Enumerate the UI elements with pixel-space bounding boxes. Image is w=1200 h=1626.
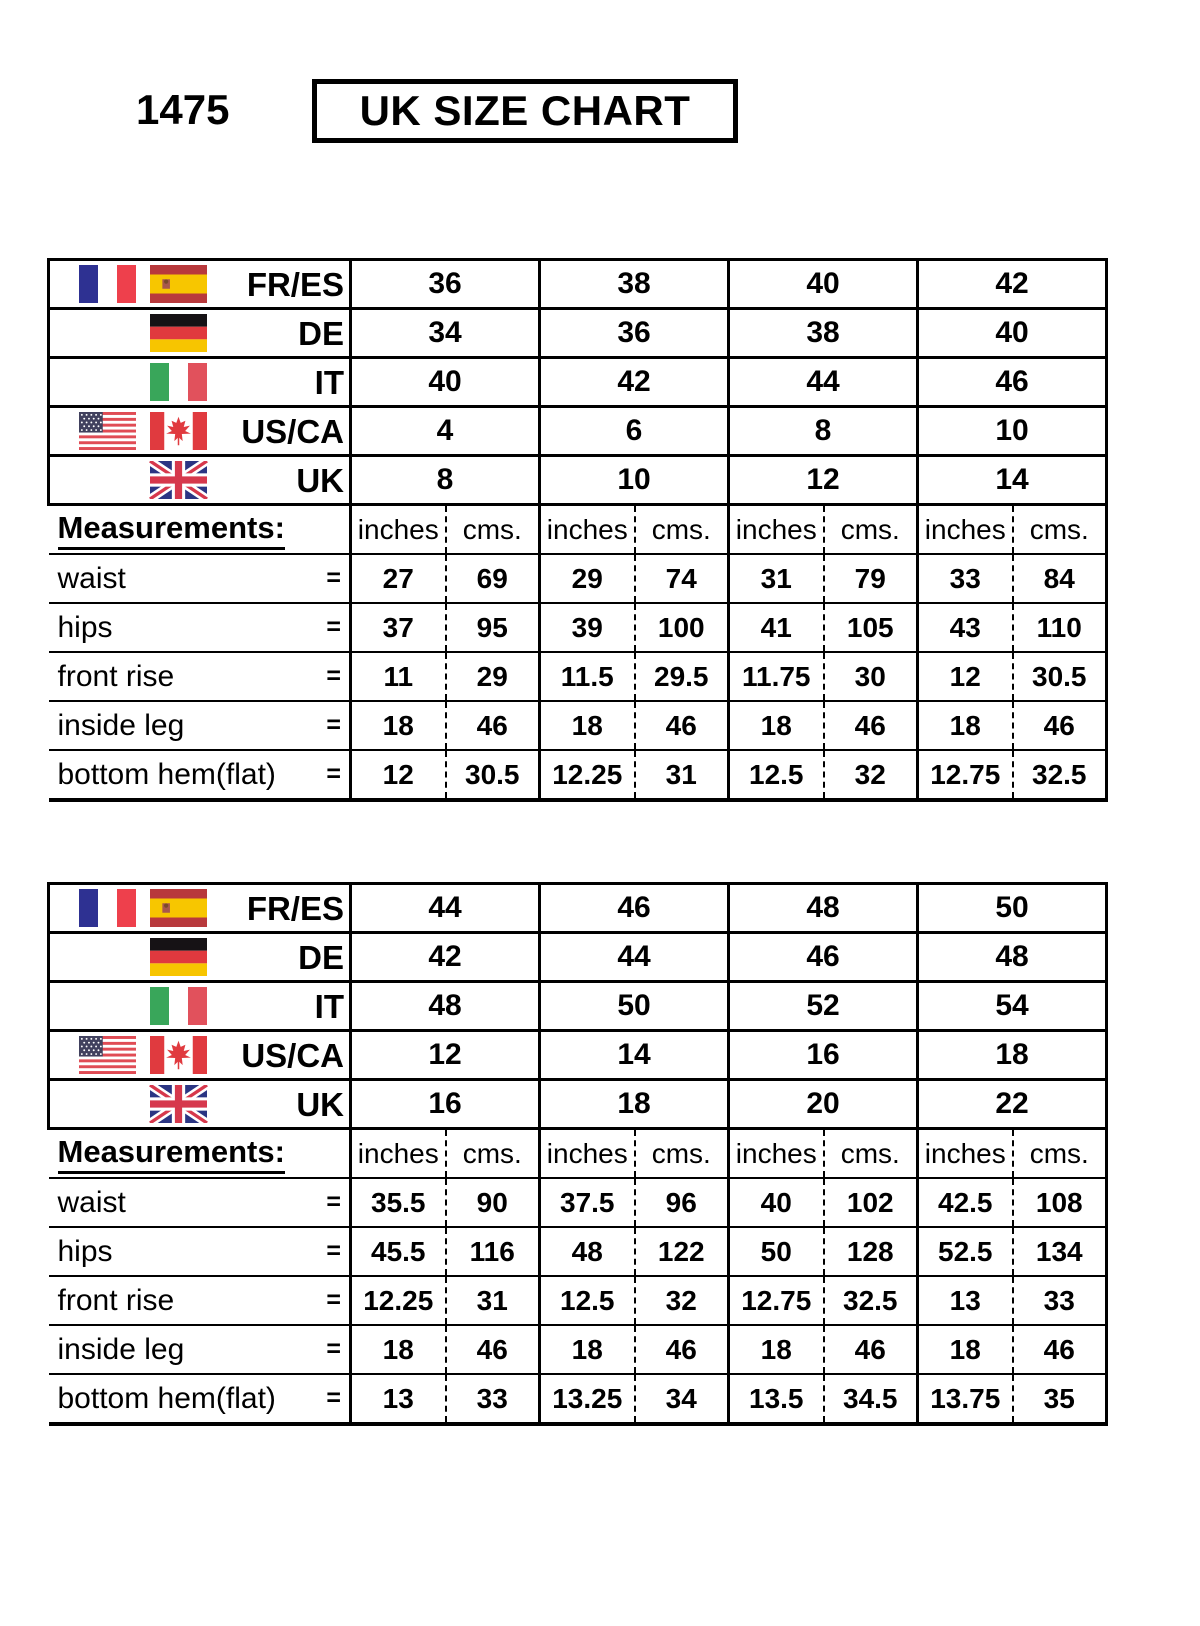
uk-size-chart-table-2	[47, 882, 1108, 1426]
measurement-value-cell: 12.75	[729, 1276, 824, 1325]
measurement-name: waist	[57, 1185, 126, 1219]
measurement-value-cell: 52.5	[918, 1227, 1013, 1276]
canada-flag-icon	[148, 1036, 209, 1074]
measurement-value-cell: 84	[1013, 554, 1107, 603]
measurement-value-cell: 18	[351, 1325, 446, 1374]
size-value-cell: 48	[918, 933, 1107, 982]
unit-header-cms: cms.	[446, 505, 540, 555]
size-value-cell: 42	[540, 358, 729, 407]
region-label-cell	[49, 407, 351, 456]
unit-header-inches: inches	[729, 505, 824, 555]
measurement-value-cell: 13.75	[918, 1374, 1013, 1424]
region-label-cell	[49, 982, 351, 1031]
measurement-label-cell	[49, 554, 351, 603]
measurement-name: inside leg	[57, 708, 185, 742]
size-row-it	[49, 982, 1107, 1031]
france-flag-icon	[77, 889, 138, 927]
region-label-cell	[49, 309, 351, 358]
measurement-label-cell	[49, 1276, 351, 1325]
measurement-name: inside leg	[57, 1332, 185, 1366]
size-value-cell: 40	[729, 260, 918, 309]
measurement-value-cell: 12.25	[351, 1276, 446, 1325]
size-value-cell: 36	[540, 309, 729, 358]
unit-header-inches: inches	[540, 1129, 635, 1179]
equals-sign: =	[326, 711, 341, 739]
measurement-value-cell: 30.5	[446, 750, 540, 800]
size-value-cell: 40	[918, 309, 1107, 358]
region-code: FR/ES	[246, 889, 344, 927]
equals-sign: =	[326, 613, 341, 641]
size-row-us-ca	[49, 407, 1107, 456]
measurement-value-cell: 18	[729, 701, 824, 750]
size-value-cell: 14	[540, 1031, 729, 1080]
measurement-name: hips	[57, 1234, 113, 1268]
measurement-value-cell: 30	[824, 652, 918, 701]
measurement-label-cell	[49, 1374, 351, 1424]
measurement-value-cell: 105	[824, 603, 918, 652]
measurement-value-cell: 46	[1013, 1325, 1107, 1374]
region-label-cell	[49, 1031, 351, 1080]
region-code: US/CA	[241, 412, 344, 450]
size-value-cell: 44	[540, 933, 729, 982]
measurements-header-row	[49, 505, 1107, 555]
measurement-row-waist	[49, 1178, 1107, 1227]
measurement-value-cell: 18	[540, 1325, 635, 1374]
size-value-cell: 36	[351, 260, 540, 309]
measurement-value-cell: 13	[351, 1374, 446, 1424]
measurements-heading-cell	[49, 1129, 351, 1179]
measurement-name: front rise	[57, 659, 175, 693]
size-value-cell: 12	[351, 1031, 540, 1080]
france-flag-icon	[77, 265, 138, 303]
equals-sign: =	[326, 1384, 341, 1412]
size-chart-table-2-slot	[47, 882, 1108, 1426]
measurement-value-cell: 11.5	[540, 652, 635, 701]
measurements-heading-cell	[49, 505, 351, 555]
measurement-value-cell: 95	[446, 603, 540, 652]
measurements-header-row	[49, 1129, 1107, 1179]
region-code: FR/ES	[246, 265, 344, 303]
size-value-cell: 18	[540, 1080, 729, 1129]
measurement-label-cell	[49, 1325, 351, 1374]
measurement-value-cell: 29	[540, 554, 635, 603]
measurement-value-cell: 34	[635, 1374, 729, 1424]
region-label-cell	[49, 358, 351, 407]
unit-header-cms: cms.	[446, 1129, 540, 1179]
measurement-value-cell: 13.25	[540, 1374, 635, 1424]
size-chart-table-1-slot	[47, 258, 1108, 802]
measurement-value-cell: 18	[729, 1325, 824, 1374]
unit-header-cms: cms.	[1013, 1129, 1107, 1179]
measurement-value-cell: 46	[635, 1325, 729, 1374]
region-label-cell	[49, 933, 351, 982]
region-label-cell	[49, 456, 351, 505]
uk-flag-icon	[148, 1085, 209, 1123]
region-code: IT	[314, 363, 344, 401]
size-value-cell: 16	[729, 1031, 918, 1080]
measurement-value-cell: 13.5	[729, 1374, 824, 1424]
measurement-value-cell: 34.5	[824, 1374, 918, 1424]
size-value-cell: 42	[351, 933, 540, 982]
region-label-cell	[49, 1080, 351, 1129]
measurement-value-cell: 11.75	[729, 652, 824, 701]
size-value-cell: 4	[351, 407, 540, 456]
measurement-row-hips	[49, 1227, 1107, 1276]
measurement-value-cell: 74	[635, 554, 729, 603]
measurement-value-cell: 79	[824, 554, 918, 603]
equals-sign: =	[326, 1237, 341, 1265]
region-code: IT	[314, 987, 344, 1025]
equals-sign: =	[326, 760, 341, 788]
measurements-heading: Measurements:	[58, 509, 285, 549]
measurement-value-cell: 12.25	[540, 750, 635, 800]
measurement-value-cell: 46	[1013, 701, 1107, 750]
size-value-cell: 34	[351, 309, 540, 358]
unit-header-inches: inches	[918, 505, 1013, 555]
measurement-value-cell: 90	[446, 1178, 540, 1227]
size-value-cell: 40	[351, 358, 540, 407]
size-value-cell: 46	[918, 358, 1107, 407]
unit-header-cms: cms.	[635, 1129, 729, 1179]
measurement-row-front-rise	[49, 1276, 1107, 1325]
measurement-value-cell: 11	[351, 652, 446, 701]
size-value-cell: 46	[729, 933, 918, 982]
size-value-cell: 44	[351, 884, 540, 933]
size-value-cell: 14	[918, 456, 1107, 505]
unit-header-inches: inches	[729, 1129, 824, 1179]
spain-flag-icon	[148, 889, 209, 927]
measurement-name: hips	[57, 610, 113, 644]
measurement-value-cell: 46	[824, 701, 918, 750]
measurement-value-cell: 18	[540, 701, 635, 750]
measurement-value-cell: 48	[540, 1227, 635, 1276]
measurement-value-cell: 122	[635, 1227, 729, 1276]
measurement-value-cell: 12	[351, 750, 446, 800]
usa-flag-icon	[77, 1036, 138, 1074]
measurement-value-cell: 46	[824, 1325, 918, 1374]
unit-header-cms: cms.	[1013, 505, 1107, 555]
measurements-heading: Measurements:	[58, 1133, 285, 1173]
size-value-cell: 6	[540, 407, 729, 456]
usa-flag-icon	[77, 412, 138, 450]
measurement-value-cell: 29	[446, 652, 540, 701]
italy-flag-icon	[148, 363, 209, 401]
measurement-value-cell: 50	[729, 1227, 824, 1276]
size-row-uk	[49, 1080, 1107, 1129]
title-box	[312, 79, 738, 143]
measurement-value-cell: 12	[918, 652, 1013, 701]
measurement-value-cell: 134	[1013, 1227, 1107, 1276]
measurement-value-cell: 31	[729, 554, 824, 603]
canada-flag-icon	[148, 412, 209, 450]
measurement-value-cell: 39	[540, 603, 635, 652]
unit-header-inches: inches	[351, 1129, 446, 1179]
unit-header-cms: cms.	[635, 505, 729, 555]
size-value-cell: 8	[729, 407, 918, 456]
size-value-cell: 20	[729, 1080, 918, 1129]
measurement-value-cell: 32.5	[824, 1276, 918, 1325]
measurement-value-cell: 18	[918, 1325, 1013, 1374]
size-value-cell: 38	[540, 260, 729, 309]
measurement-value-cell: 31	[446, 1276, 540, 1325]
measurement-row-inside-leg	[49, 701, 1107, 750]
size-value-cell: 16	[351, 1080, 540, 1129]
size-value-cell: 52	[729, 982, 918, 1031]
measurement-value-cell: 29.5	[635, 652, 729, 701]
measurement-value-cell: 12.5	[540, 1276, 635, 1325]
page-title: UK SIZE CHART	[359, 87, 691, 134]
style-code: 1475	[136, 86, 230, 133]
measurement-value-cell: 13	[918, 1276, 1013, 1325]
size-row-uk	[49, 456, 1107, 505]
measurement-row-bottom-hem-flat	[49, 1374, 1107, 1424]
measurement-label-cell	[49, 1227, 351, 1276]
measurement-value-cell: 37	[351, 603, 446, 652]
measurement-value-cell: 32	[635, 1276, 729, 1325]
region-code: US/CA	[241, 1036, 344, 1074]
measurement-value-cell: 108	[1013, 1178, 1107, 1227]
region-code: DE	[298, 938, 344, 976]
spain-flag-icon	[148, 265, 209, 303]
size-row-it	[49, 358, 1107, 407]
size-value-cell: 50	[918, 884, 1107, 933]
measurement-value-cell: 40	[729, 1178, 824, 1227]
measurement-value-cell: 46	[446, 1325, 540, 1374]
size-value-cell: 10	[540, 456, 729, 505]
measurement-label-cell	[49, 652, 351, 701]
measurement-name: waist	[57, 561, 126, 595]
measurement-name: bottom hem(flat)	[57, 1381, 276, 1415]
size-row-de	[49, 933, 1107, 982]
measurement-value-cell: 96	[635, 1178, 729, 1227]
germany-flag-icon	[148, 314, 209, 352]
germany-flag-icon	[148, 938, 209, 976]
size-value-cell: 22	[918, 1080, 1107, 1129]
measurement-value-cell: 43	[918, 603, 1013, 652]
measurement-value-cell: 100	[635, 603, 729, 652]
region-code: UK	[296, 1085, 344, 1123]
measurement-name: bottom hem(flat)	[57, 757, 276, 791]
size-row-us-ca	[49, 1031, 1107, 1080]
size-value-cell: 50	[540, 982, 729, 1031]
unit-header-cms: cms.	[824, 505, 918, 555]
italy-flag-icon	[148, 987, 209, 1025]
equals-sign: =	[326, 1286, 341, 1314]
size-value-cell: 44	[729, 358, 918, 407]
unit-header-cms: cms.	[824, 1129, 918, 1179]
equals-sign: =	[326, 564, 341, 592]
measurement-value-cell: 12.5	[729, 750, 824, 800]
size-value-cell: 8	[351, 456, 540, 505]
measurement-value-cell: 18	[918, 701, 1013, 750]
measurement-value-cell: 12.75	[918, 750, 1013, 800]
measurement-label-cell	[49, 1178, 351, 1227]
measurement-value-cell: 102	[824, 1178, 918, 1227]
size-value-cell: 48	[729, 884, 918, 933]
measurement-row-waist	[49, 554, 1107, 603]
measurement-value-cell: 46	[446, 701, 540, 750]
measurement-row-hips	[49, 603, 1107, 652]
measurement-value-cell: 128	[824, 1227, 918, 1276]
measurement-value-cell: 18	[351, 701, 446, 750]
size-value-cell: 10	[918, 407, 1107, 456]
measurement-name: front rise	[57, 1283, 175, 1317]
measurement-value-cell: 32.5	[1013, 750, 1107, 800]
size-row-de	[49, 309, 1107, 358]
measurement-value-cell: 30.5	[1013, 652, 1107, 701]
measurement-value-cell: 31	[635, 750, 729, 800]
measurement-value-cell: 37.5	[540, 1178, 635, 1227]
measurement-value-cell: 27	[351, 554, 446, 603]
measurement-value-cell: 33	[1013, 1276, 1107, 1325]
measurement-label-cell	[49, 701, 351, 750]
region-label-cell	[49, 884, 351, 933]
size-row-fr-es	[49, 884, 1107, 933]
size-value-cell: 12	[729, 456, 918, 505]
region-code: UK	[296, 461, 344, 499]
region-label-cell	[49, 260, 351, 309]
measurement-value-cell: 42.5	[918, 1178, 1013, 1227]
measurement-row-bottom-hem-flat	[49, 750, 1107, 800]
size-value-cell: 54	[918, 982, 1107, 1031]
measurement-value-cell: 41	[729, 603, 824, 652]
equals-sign: =	[326, 1188, 341, 1216]
size-value-cell: 18	[918, 1031, 1107, 1080]
equals-sign: =	[326, 662, 341, 690]
measurement-label-cell	[49, 603, 351, 652]
measurement-value-cell: 110	[1013, 603, 1107, 652]
measurement-value-cell: 69	[446, 554, 540, 603]
measurement-value-cell: 35.5	[351, 1178, 446, 1227]
measurement-value-cell: 33	[918, 554, 1013, 603]
measurement-label-cell	[49, 750, 351, 800]
measurement-value-cell: 46	[635, 701, 729, 750]
size-value-cell: 38	[729, 309, 918, 358]
measurement-value-cell: 116	[446, 1227, 540, 1276]
equals-sign: =	[326, 1335, 341, 1363]
size-value-cell: 48	[351, 982, 540, 1031]
unit-header-inches: inches	[351, 505, 446, 555]
uk-size-chart-table-1	[47, 258, 1108, 802]
measurement-row-inside-leg	[49, 1325, 1107, 1374]
unit-header-inches: inches	[918, 1129, 1013, 1179]
measurement-row-front-rise	[49, 652, 1107, 701]
measurement-value-cell: 32	[824, 750, 918, 800]
size-row-fr-es	[49, 260, 1107, 309]
unit-header-inches: inches	[540, 505, 635, 555]
measurement-value-cell: 45.5	[351, 1227, 446, 1276]
size-value-cell: 42	[918, 260, 1107, 309]
uk-flag-icon	[148, 461, 209, 499]
size-value-cell: 46	[540, 884, 729, 933]
measurement-value-cell: 35	[1013, 1374, 1107, 1424]
region-code: DE	[298, 314, 344, 352]
measurement-value-cell: 33	[446, 1374, 540, 1424]
